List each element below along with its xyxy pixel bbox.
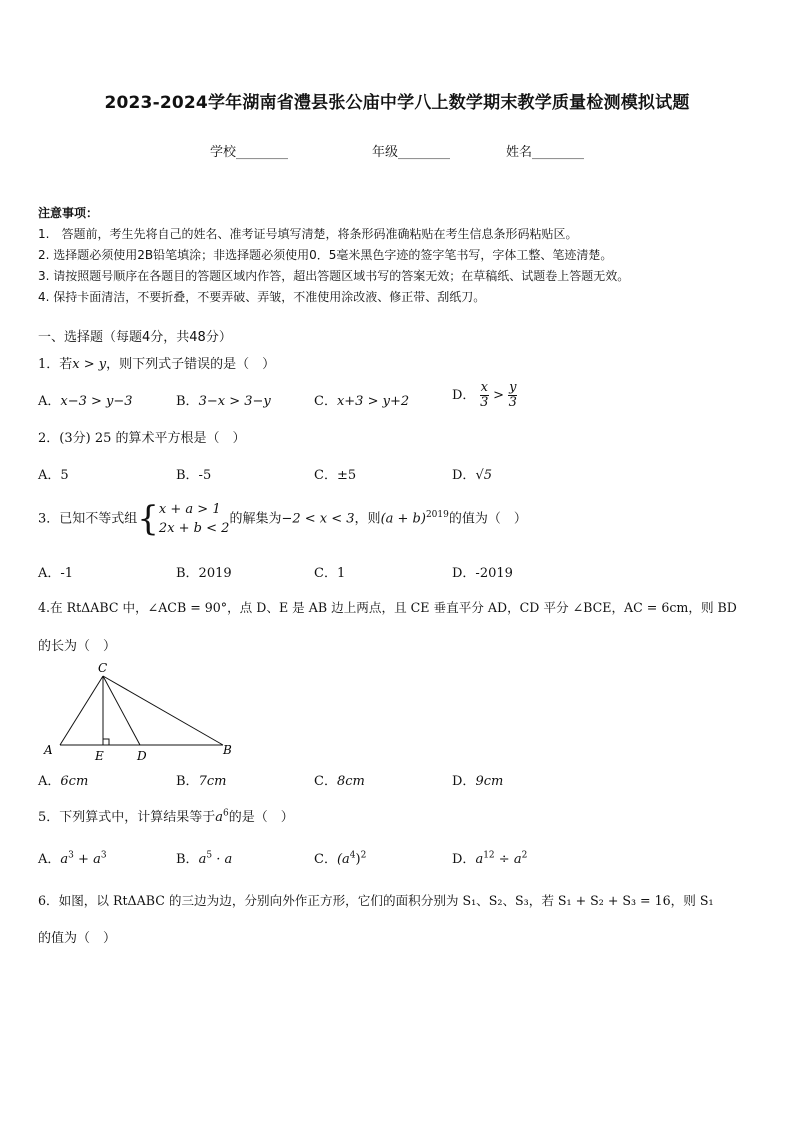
q1-stem-math: x > y xyxy=(72,357,107,372)
grade-field: 年级________ xyxy=(372,145,451,160)
q1-option-b: B．3−x > 3−y xyxy=(176,394,271,409)
note-item: 4. 保持卡面清洁，不要折叠，不要弄破、弄皱，不准使用涂改液、修正带、刮纸刀。 xyxy=(38,290,486,304)
note-item: 1. 答题前，考生先将自己的姓名、准考证号填写清楚，将条形码准确粘贴在考生信息条形码粘贴区。 xyxy=(38,227,578,241)
q4-option-d: D．9cm xyxy=(452,774,504,789)
q1-stem-pre: 1．若 xyxy=(38,357,73,372)
question-4-line2: 的长为（ ） xyxy=(38,639,117,654)
note-item: 2. 选择题必须使用2B铅笔填涂；非选择题必须使用0．5毫米黑色字迹的签字笔书写，字体工整、笔迹清楚。 xyxy=(38,248,613,262)
note-item: 3. 请按照题号顺序在各题目的答题区域内作答，超出答题区域书写的答案无效；在草稿纸、试题卷上答题无效。 xyxy=(38,269,630,283)
q5-option-a: A．$a^3 + a^3$ xyxy=(38,850,107,867)
label-B: B xyxy=(223,743,232,757)
label-A: A xyxy=(44,743,53,757)
q3-option-d: D．-2019 xyxy=(452,566,513,581)
q5-option-d: D．$a^{12} \div a^2$ xyxy=(452,850,528,867)
name-field: 姓名________ xyxy=(506,145,585,160)
q4-option-c: C．8cm xyxy=(314,774,365,789)
q1-option-d: D． $\frac{x}{3}$ > $\frac{y}{3}$ xyxy=(452,380,517,410)
notes-block xyxy=(38,203,629,308)
q5-option-b: B．$a^5 \cdot a$ xyxy=(176,850,233,867)
question-6-line2: 的值为（ ） xyxy=(38,931,117,946)
label-C: C xyxy=(98,661,108,675)
q3-option-a: A．-1 xyxy=(38,566,74,581)
school-field: 学校________ xyxy=(210,145,289,160)
q4-option-a: A．6cm xyxy=(38,774,89,789)
label-E: E xyxy=(95,749,104,763)
question-2: 2．(3分) 25 的算术平方根是（ ） xyxy=(38,431,246,446)
q1-option-a: A．x−3 > y−3 xyxy=(38,394,133,409)
question-5: 5．下列算式中，计算结果等于$a^6$的是（ ） xyxy=(38,808,294,825)
q2-option-d: D．√5 xyxy=(452,468,492,483)
q2-option-c: C．±5 xyxy=(314,468,357,483)
question-1 xyxy=(38,353,275,372)
q3-option-c: C．1 xyxy=(314,566,346,581)
q1-option-c: C．x+3 > y+2 xyxy=(314,394,410,409)
question-3: 3．已知不等式组{ x + a > 1 2x + b < 2 的解集为−2 < x < 3，则$(a + b)^{2019}$的值为（ ） xyxy=(38,499,527,539)
q1-stem-post: ，则下列式子错误的是（ ） xyxy=(106,357,276,372)
triangle-figure xyxy=(38,660,238,770)
q3-option-b: B．2019 xyxy=(176,566,232,581)
notes-heading: 注意事项： xyxy=(38,206,99,220)
question-6: 6．如图，以 RtΔABC 的三边为边，分别向外作正方形，它们的面积分别为 S₁、S₂、S₃，若 S₁ + S₂ + S₃ = 16，则 S₁ xyxy=(38,893,714,908)
section-heading: 一、选择题（每题4分，共48分） xyxy=(38,330,232,345)
q4-option-b: B．7cm xyxy=(176,774,227,789)
page-title: 2023-2024学年湖南省澧县张公庙中学八上数学期末教学质量检测模拟试题 xyxy=(104,93,690,113)
question-4: 4.在 RtΔABC 中，∠ACB = 90°，点 D、E 是 AB 边上两点，且 CE 垂直平分 AD，CD 平分 ∠BCE，AC = 6cm，则 BD xyxy=(38,600,737,615)
q2-option-b: B．-5 xyxy=(176,468,212,483)
label-D: D xyxy=(137,749,147,763)
q2-option-a: A．5 xyxy=(38,468,69,483)
q5-option-c: C．$(a^4)^2$ xyxy=(314,850,367,867)
